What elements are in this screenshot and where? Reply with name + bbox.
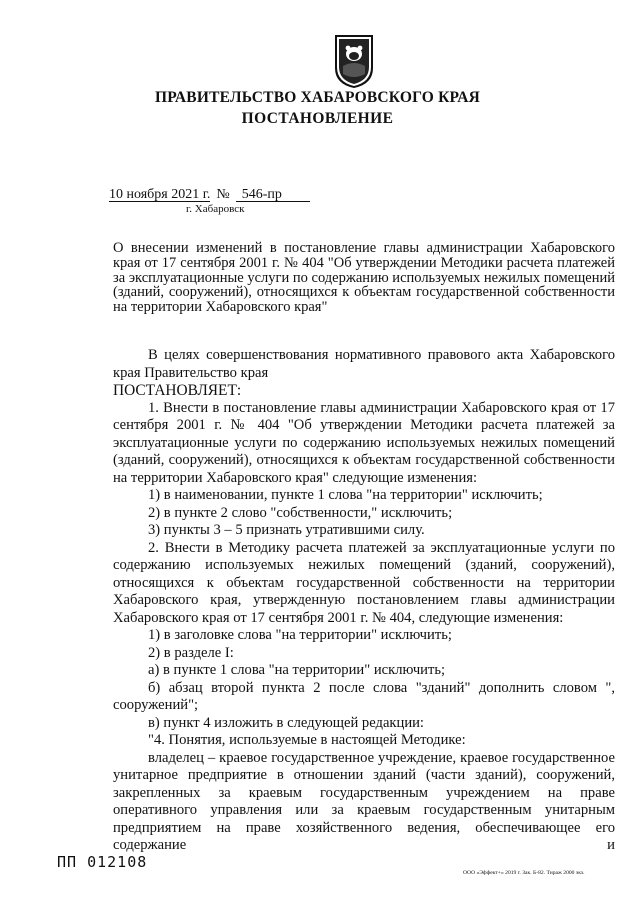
paragraph: 1) в наименовании, пункте 1 слова "на территории" исключить; [148,487,543,503]
date-number-line [109,187,310,203]
paragraph: "4. Понятия, используемые в настоящей Методике: [148,732,466,748]
paragraph: 3) пункты 3 – 5 признать утратившими силу. [148,522,425,538]
document-type: ПОСТАНОВЛЕНИЕ [241,110,394,127]
paragraph: владелец – краевое государственное учреждение, краевое государственное унитарное предприятие в отношении зданий (части зданий), сооружений, закрепленных за краевым государственным учреждением на праве оперативного управления или за краевым государственным унитарным предприятием на праве хозяйственного ведения, обеспечивающее его содержание и [113,749,615,853]
document-body [113,347,615,855]
resolves-heading: ПОСТАНОВЛЯЕТ: [113,382,242,399]
document-date: 10 ноября 2021 г. [109,187,211,202]
document-number: 546-пр [236,188,310,202]
paragraph: 1) в заголовке слова "на территории" исключить; [148,627,452,643]
form-serial-number: ПП 012108 [57,853,148,871]
number-sign: № [216,187,230,202]
paragraph: б) абзац второй пункта 2 после слова "зданий" дополнить словом ", сооружений"; [113,679,615,713]
coat-of-arms-icon [329,32,379,90]
government-title: ПРАВИТЕЛЬСТВО ХАБАРОВСКОГО КРАЯ [154,89,481,106]
printer-imprint: ООО «Эффект+» 2019 г. Зак. Б-82. Тираж 2000 экз. [463,870,585,876]
paragraph: а) в пункте 1 слова "на территории" исключить; [148,662,446,678]
paragraph: в) пункт 4 изложить в следующей редакции: [148,714,424,731]
paragraph: 2) в пункте 2 слово "собственности," исключить; [148,504,453,521]
document-subject: О внесении изменений в постановление главы администрации Хабаровского края от 17 сентября 2001 г. № 404 "Об утверждении Методики расчета платежей за эксплуатационные услуги по содержанию используемых нежилых помещений (зданий, сооружений), относящихся к объектам государственной собственности на территории Хабаровского края" [113,240,615,316]
city: г. Хабаровск [186,203,245,215]
paragraph: 2. Внести в Методику расчета платежей за эксплуатационные услуги по содержанию используемых нежилых помещений (зданий, сооружений), относящихся к объектам государственной собственности на территории Хабаровского края, утвержденную постановлением главы администрации Хабаровского края от 17 сентября 2001 г. № 404, следующие изменения: [113,539,615,626]
paragraph: 2) в разделе I: [148,644,234,661]
paragraph: В целях совершенствования нормативного правового акта Хабаровского края Правительство края [113,347,615,381]
paragraph: 1. Внести в постановление главы администрации Хабаровского края от 17 сентября 2001 г. № 404 "Об утверждении Методики расчета платежей за эксплуатационные услуги по содержанию используемых нежилых помещений (зданий, сооружений), относящихся к объектам государственной собственности на территории Хабаровского края" следующие изменения: [113,399,615,486]
